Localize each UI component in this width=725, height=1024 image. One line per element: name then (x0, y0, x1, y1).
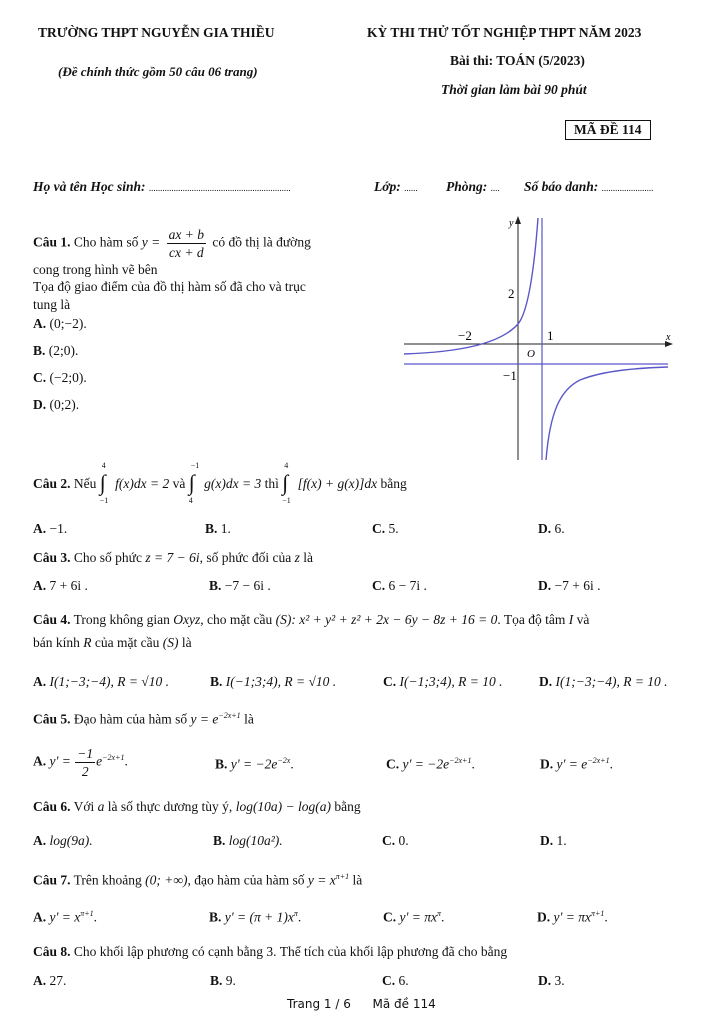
student-id-label: Số báo danh: (524, 179, 599, 194)
student-id-field: ....................... (601, 183, 654, 193)
q4-option-b-key: B. (210, 674, 223, 689)
q8-option-d-text: 3. (554, 973, 565, 988)
q1-stem-line2: cong trong hình vẽ bên (33, 262, 158, 277)
q5-post: là (244, 711, 254, 727)
q5-option-c-key: C. (386, 756, 400, 772)
q2-option-d-text: 6. (554, 521, 565, 536)
q6-stem (33, 799, 361, 815)
q2-integral-1-lower: −1 (99, 496, 109, 505)
q2-option-b-key: B. (205, 521, 218, 536)
q4-option-a-text: I(1;−3;−4), R = √10 . (49, 674, 169, 689)
q7-func-exp: π+1 (335, 872, 350, 881)
q3-option-c-key: C. (372, 578, 386, 593)
q1-option-a[interactable] (33, 316, 87, 332)
q4-option-b[interactable] (210, 674, 336, 690)
q4-equation: (S): x² + y² + z² + 2x − 6y − 8z + 16 = 0 (275, 612, 498, 627)
q3-option-b-text: −7 − 6i . (224, 578, 271, 593)
q5-option-a-tail: . (124, 753, 128, 769)
q8-option-b-text: 9. (225, 973, 236, 988)
q3-option-a-text: 7 + 6i . (49, 578, 88, 593)
room-label: Phòng: (446, 179, 488, 194)
page-number: Trang 1 / 6 (287, 997, 351, 1011)
q7-option-c[interactable] (383, 909, 444, 926)
q1-graph-tick-2: 2 (508, 286, 515, 301)
q3-option-d-text: −7 + 6i . (554, 578, 601, 593)
q2-integral-1-upper: 4 (101, 461, 106, 470)
q2-integral-1-body: f(x)dx = 2 (115, 476, 170, 492)
q5-option-b[interactable] (215, 756, 294, 773)
q4-option-c[interactable] (383, 674, 502, 690)
q7-pre: Trên khoảng (73, 872, 142, 888)
q5-option-a[interactable] (33, 745, 128, 780)
q5-option-c-exp: −2x+1 (449, 756, 472, 765)
q5-stem (33, 711, 254, 728)
q5-option-b-tail: . (290, 756, 294, 772)
q7-option-d-exp: π+1 (591, 909, 605, 918)
q3-option-a-key: A. (33, 578, 47, 593)
q5-option-d-exp: −2x+1 (587, 756, 610, 765)
q6-option-b-text: log(10a²). (228, 833, 283, 848)
q6-option-c[interactable] (382, 833, 409, 849)
q1-post: có đồ thị là đường (212, 234, 311, 250)
q6-option-c-text: 0. (398, 833, 409, 848)
q7-option-c-tail: . (441, 909, 445, 925)
q7-stem (33, 872, 362, 889)
q8-option-b-key: B. (210, 973, 223, 988)
q6-pre: Với (73, 799, 95, 814)
q7-interval: (0; +∞) (145, 872, 188, 888)
q2-integral-2: −1 ∫ 4 (188, 461, 200, 505)
q7-option-c-exp: π (437, 909, 442, 918)
q5-option-c-text: y' = −2e (402, 756, 450, 772)
q7-option-d[interactable] (537, 909, 608, 926)
q4-option-b-text: I(−1;3;4), R = √10 . (225, 674, 337, 689)
q1-graph-tick-neg2: −2 (458, 328, 472, 343)
student-name-label: Họ và tên Học sinh: (33, 179, 146, 194)
q6-option-b-key: B. (213, 833, 226, 848)
q6-option-d-text: 1. (556, 833, 567, 848)
q3-pre: Cho số phức (73, 550, 142, 565)
q4-line2-pre: bán kính (33, 635, 80, 650)
q2-option-a-key: A. (33, 521, 47, 536)
q7-post: là (352, 872, 363, 888)
q4-label: Câu 4. (33, 612, 71, 627)
q6-option-c-key: C. (382, 833, 396, 848)
footer-exam-code: Mã đề 114 (372, 997, 436, 1011)
q5-option-a-fraction (75, 745, 95, 780)
q1-option-d[interactable] (33, 397, 79, 413)
q2-integral-2-lower: 4 (188, 496, 193, 505)
q4-option-a[interactable] (33, 674, 169, 690)
q2-option-d-key: D. (538, 521, 552, 536)
q5-pre: Đạo hàm của hàm số (73, 711, 188, 727)
q3-stem (33, 550, 313, 566)
q2-integral-3: 4 ∫ −1 (282, 461, 291, 505)
q7-option-b-key: B. (209, 909, 222, 925)
q1-graph-curve-right (546, 367, 668, 460)
q3-option-d-key: D. (538, 578, 552, 593)
q5-option-a-base: e (96, 753, 103, 769)
q3-option-a[interactable] (33, 578, 88, 594)
q5-option-d-key: D. (540, 756, 554, 772)
q1-stem-line3: Tọa độ giao điểm của đồ thị hàm số đã cho và trục (33, 279, 306, 294)
q6-option-b[interactable] (213, 833, 283, 849)
q8-option-a-text: 27. (49, 973, 67, 988)
q2-stem (33, 461, 407, 505)
q3-option-c-text: 6 − 7i . (388, 578, 427, 593)
q3-z: z = 7 − 6i (145, 550, 200, 565)
q1-graph (400, 212, 675, 462)
q2-integral-1: 4 ∫ −1 (99, 461, 109, 505)
q7-option-c-key: C. (383, 909, 397, 925)
q8-option-b[interactable] (210, 973, 236, 989)
q4-option-d-text: I(1;−3;−4), R = 10 . (555, 674, 668, 689)
q7-option-d-tail: . (604, 909, 608, 925)
q1-fraction-den: cx + d (169, 245, 204, 260)
q3-option-c[interactable] (372, 578, 427, 594)
q5-option-a-exp: −2x+1 (102, 753, 125, 763)
q5-option-a-lhs: y' = (49, 753, 71, 769)
q7-option-a-text: y' = x (49, 909, 81, 925)
q8-option-c-text: 6. (398, 973, 409, 988)
q2-then: thì (264, 476, 279, 492)
q6-option-a-text: log(9a). (49, 833, 93, 848)
q8-stem (33, 944, 507, 960)
q1-graph-tick-neg1: −1 (503, 368, 517, 383)
q5-option-d[interactable] (540, 756, 613, 773)
q7-option-c-text: y' = πx (399, 909, 437, 925)
q7-option-a[interactable] (33, 909, 97, 926)
q4-R: R (83, 635, 92, 650)
q5-func: y = e (190, 711, 219, 727)
q1-option-c-text: (−2;0). (49, 370, 87, 385)
q6-option-a-key: A. (33, 833, 47, 848)
q8-option-c[interactable] (382, 973, 409, 989)
q8-option-c-key: C. (382, 973, 396, 988)
student-name-field: ............................................................... (148, 183, 291, 193)
q6-option-a[interactable] (33, 833, 93, 849)
q6-a: a (97, 799, 105, 814)
room-row (446, 179, 500, 195)
q2-integral-3-upper: 4 (284, 461, 289, 470)
q2-integral-2-upper: −1 (190, 461, 200, 470)
q2-option-a[interactable] (33, 521, 67, 537)
q1-pre: Cho hàm số (73, 234, 139, 250)
q1-option-d-key: D. (33, 397, 47, 412)
q8-option-a-key: A. (33, 973, 47, 988)
q7-option-a-key: A. (33, 909, 47, 925)
q5-label: Câu 5. (33, 711, 71, 727)
q1-label: Câu 1. (33, 234, 71, 250)
q1-option-c[interactable] (33, 370, 87, 386)
q1-option-b-key: B. (33, 343, 46, 358)
q8-option-a[interactable] (33, 973, 66, 989)
q2-option-b[interactable] (205, 521, 231, 537)
q5-option-a-key: A. (33, 753, 47, 769)
q2-integral-3-body: [f(x) + g(x)]dx (297, 476, 378, 492)
q6-post: bằng (334, 799, 361, 814)
q2-post: bằng (380, 476, 407, 492)
q3-option-d[interactable] (538, 578, 600, 594)
q2-option-c[interactable] (372, 521, 399, 537)
q4-and: và (576, 612, 590, 627)
room-field: .... (490, 183, 500, 193)
q1-graph-x-label: x (666, 332, 671, 343)
q7-option-b-tail: . (297, 909, 302, 925)
q7-option-a-tail: . (93, 909, 98, 925)
q4-post: . Tọa độ tâm (497, 612, 566, 627)
class-label: Lớp: (374, 179, 401, 194)
q6-expr: log(10a) − log(a) (235, 799, 332, 814)
q5-option-c-tail: . (471, 756, 475, 772)
q5-option-a-den: 2 (81, 764, 89, 779)
q2-option-b-text: 1. (220, 521, 231, 536)
q1-option-d-text: (0;2). (49, 397, 80, 412)
q1-option-b-text: (2;0). (48, 343, 79, 358)
q4-I: I (568, 612, 574, 627)
q6-option-d[interactable] (540, 833, 567, 849)
q3-z2: z (294, 550, 300, 565)
q4-stem-line2 (33, 635, 192, 651)
q6-mid: là số thực dương tùy ý, (107, 799, 233, 814)
q1-option-b[interactable] (33, 343, 78, 359)
q4-option-c-text: I(−1;3;4), R = 10 . (399, 674, 503, 689)
q7-mid: , đạo hàm của hàm số (187, 872, 305, 888)
q6-option-d-key: D. (540, 833, 554, 848)
q8-option-d-key: D. (538, 973, 552, 988)
q1-graph-y-label: y (509, 218, 514, 229)
q1-stem-line1 (33, 226, 311, 261)
q2-and: và (172, 476, 186, 492)
q5-option-a-num: −1 (77, 746, 94, 761)
exam-title: KỲ THI THỬ TỐT NGHIỆP THPT NĂM 2023 (367, 25, 642, 40)
q2-integral-2-body: g(x)dx = 3 (204, 476, 262, 492)
q4-option-c-key: C. (383, 674, 397, 689)
q2-option-c-key: C. (372, 521, 386, 536)
q1-fraction (167, 226, 206, 261)
q4-line2-post: là (181, 635, 192, 650)
q1-fraction-num: ax + b (168, 227, 204, 242)
q2-label: Câu 2. (33, 476, 71, 492)
q3-mid: , số phức đối của (199, 550, 292, 565)
page-footer (287, 997, 436, 1011)
q2-pre: Nếu (73, 476, 97, 492)
q2-option-d[interactable] (538, 521, 565, 537)
q1-stem-line4: tung là (33, 297, 71, 312)
student-id-row (524, 179, 653, 195)
q7-option-b[interactable] (209, 909, 301, 926)
q5-option-b-exp: −2x (277, 756, 291, 765)
q3-post: là (303, 550, 314, 565)
q2-integral-3-lower: −1 (282, 496, 291, 505)
q4-line2-mid: của mặt cầu (94, 635, 160, 650)
q7-option-a-exp: π+1 (80, 909, 94, 918)
q1-option-a-key: A. (33, 316, 47, 331)
student-info-row (33, 179, 291, 195)
q5-option-b-text: y' = −2e (230, 756, 278, 772)
q7-label: Câu 7. (33, 872, 71, 888)
q4-S: (S) (162, 635, 179, 650)
q5-option-d-text: y' = e (556, 756, 588, 772)
q5-option-b-key: B. (215, 756, 228, 772)
q4-space: Oxyz (173, 612, 201, 627)
q4-stem-line1 (33, 612, 589, 628)
q5-func-exp: −2x+1 (218, 711, 241, 720)
school-name: TRƯỜNG THPT NGUYỄN GIA THIỀU (38, 25, 275, 40)
q1-graph-y-arrow (515, 216, 521, 224)
q7-option-d-key: D. (537, 909, 551, 925)
q4-option-a-key: A. (33, 674, 47, 689)
q8-label: Câu 8. (33, 944, 71, 959)
class-field: ...... (404, 183, 418, 193)
q4-pre: Trong không gian (73, 612, 170, 627)
q1-option-c-key: C. (33, 370, 47, 385)
exam-code-box: MÃ ĐỀ 114 (565, 120, 651, 140)
q5-option-d-tail: . (609, 756, 613, 772)
q2-option-c-text: 5. (388, 521, 399, 536)
q4-option-d-key: D. (539, 674, 553, 689)
q6-label: Câu 6. (33, 799, 71, 814)
q3-option-b-key: B. (209, 578, 222, 593)
class-row (374, 179, 418, 195)
q4-option-d[interactable] (539, 674, 668, 690)
q1-graph-tick-1: 1 (547, 328, 554, 343)
q7-option-b-exp: π (293, 909, 298, 918)
q7-func: y = x (307, 872, 336, 888)
q1-option-a-text: (0;−2). (49, 316, 87, 331)
q5-option-c[interactable] (386, 756, 475, 773)
exam-duration: Thời gian làm bài 90 phút (441, 82, 587, 97)
q1-graph-origin: O (527, 348, 535, 360)
q7-option-d-text: y' = πx (553, 909, 591, 925)
q2-option-a-text: −1. (49, 521, 68, 536)
exam-subject: Bài thi: TOÁN (5/2023) (450, 53, 585, 68)
exam-note: (Đề chính thức gồm 50 câu 06 trang) (58, 64, 258, 79)
q3-label: Câu 3. (33, 550, 71, 565)
q4-mid: , cho mặt cầu (200, 612, 273, 627)
q3-option-b[interactable] (209, 578, 271, 594)
q8-text: Cho khối lập phương có cạnh bằng 3. Thể tích của khối lập phương đã cho bằng (73, 944, 508, 959)
q8-option-d[interactable] (538, 973, 565, 989)
q7-option-b-text: y' = (π + 1)x (224, 909, 294, 925)
q1-y-eq: y = (141, 234, 161, 250)
